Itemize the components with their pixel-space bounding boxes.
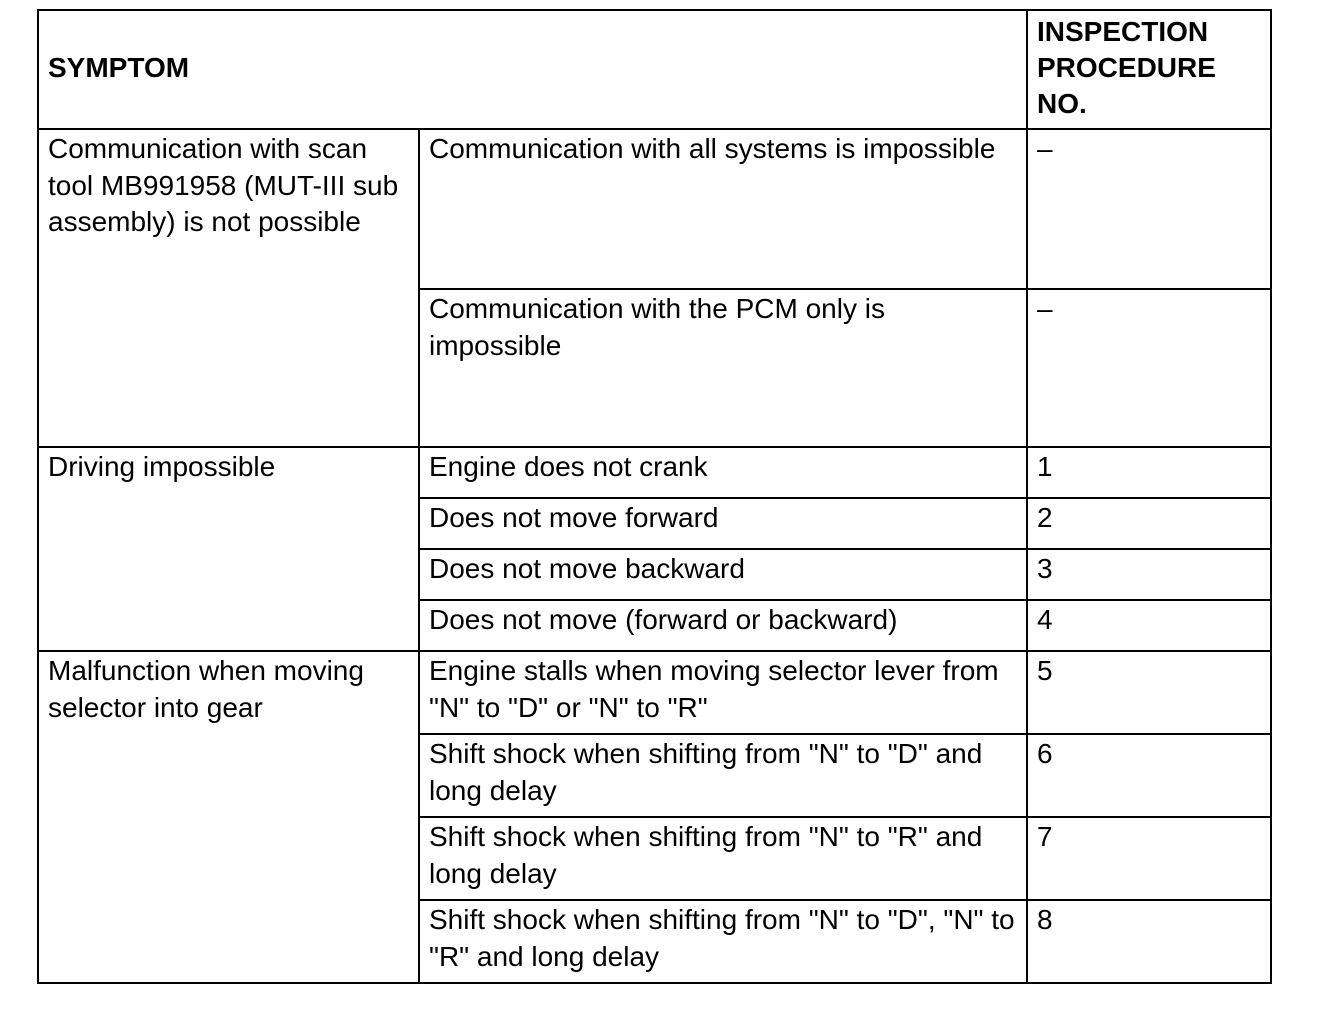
table-row [38,651,1271,734]
table-row [38,129,1271,289]
symptom-detail-cell: Communication with all systems is impossible [419,129,1027,289]
symptom-detail-cell: Does not move forward [419,498,1027,549]
symptom-detail-cell: Engine does not crank [419,447,1027,498]
symptom-detail-cell: Shift shock when shifting from "N" to "D", "N" to "R" and long delay [419,900,1027,983]
symptom-group-cell: Driving impossible [38,447,419,651]
symptom-header: SYMPTOM [38,10,1027,129]
procedure-number-cell: 2 [1027,498,1271,549]
procedure-number-cell: 7 [1027,817,1271,900]
procedure-number-cell: – [1027,289,1271,447]
table-row [38,447,1271,498]
symptom-detail-cell: Shift shock when shifting from "N" to "D" and long delay [419,734,1027,817]
symptom-detail-cell: Does not move (forward or backward) [419,600,1027,651]
symptom-group-cell: Communication with scan tool MB991958 (MUT-III sub assembly) is not possible [38,129,419,447]
symptom-detail-cell: Does not move backward [419,549,1027,600]
symptom-table [37,9,1272,984]
procedure-number-cell: 4 [1027,600,1271,651]
header-row [38,10,1271,129]
procedure-number-cell: 6 [1027,734,1271,817]
procedure-number-cell: 8 [1027,900,1271,983]
procedure-header: INSPECTION PROCEDURE NO. [1027,10,1271,129]
symptom-group-cell: Malfunction when moving selector into gear [38,651,419,983]
procedure-number-cell: 1 [1027,447,1271,498]
procedure-number-cell: 5 [1027,651,1271,734]
symptom-detail-cell: Shift shock when shifting from "N" to "R" and long delay [419,817,1027,900]
symptom-detail-cell: Communication with the PCM only is impossible [419,289,1027,447]
procedure-number-cell: – [1027,129,1271,289]
procedure-number-cell: 3 [1027,549,1271,600]
symptom-detail-cell: Engine stalls when moving selector lever from "N" to "D" or "N" to "R" [419,651,1027,734]
